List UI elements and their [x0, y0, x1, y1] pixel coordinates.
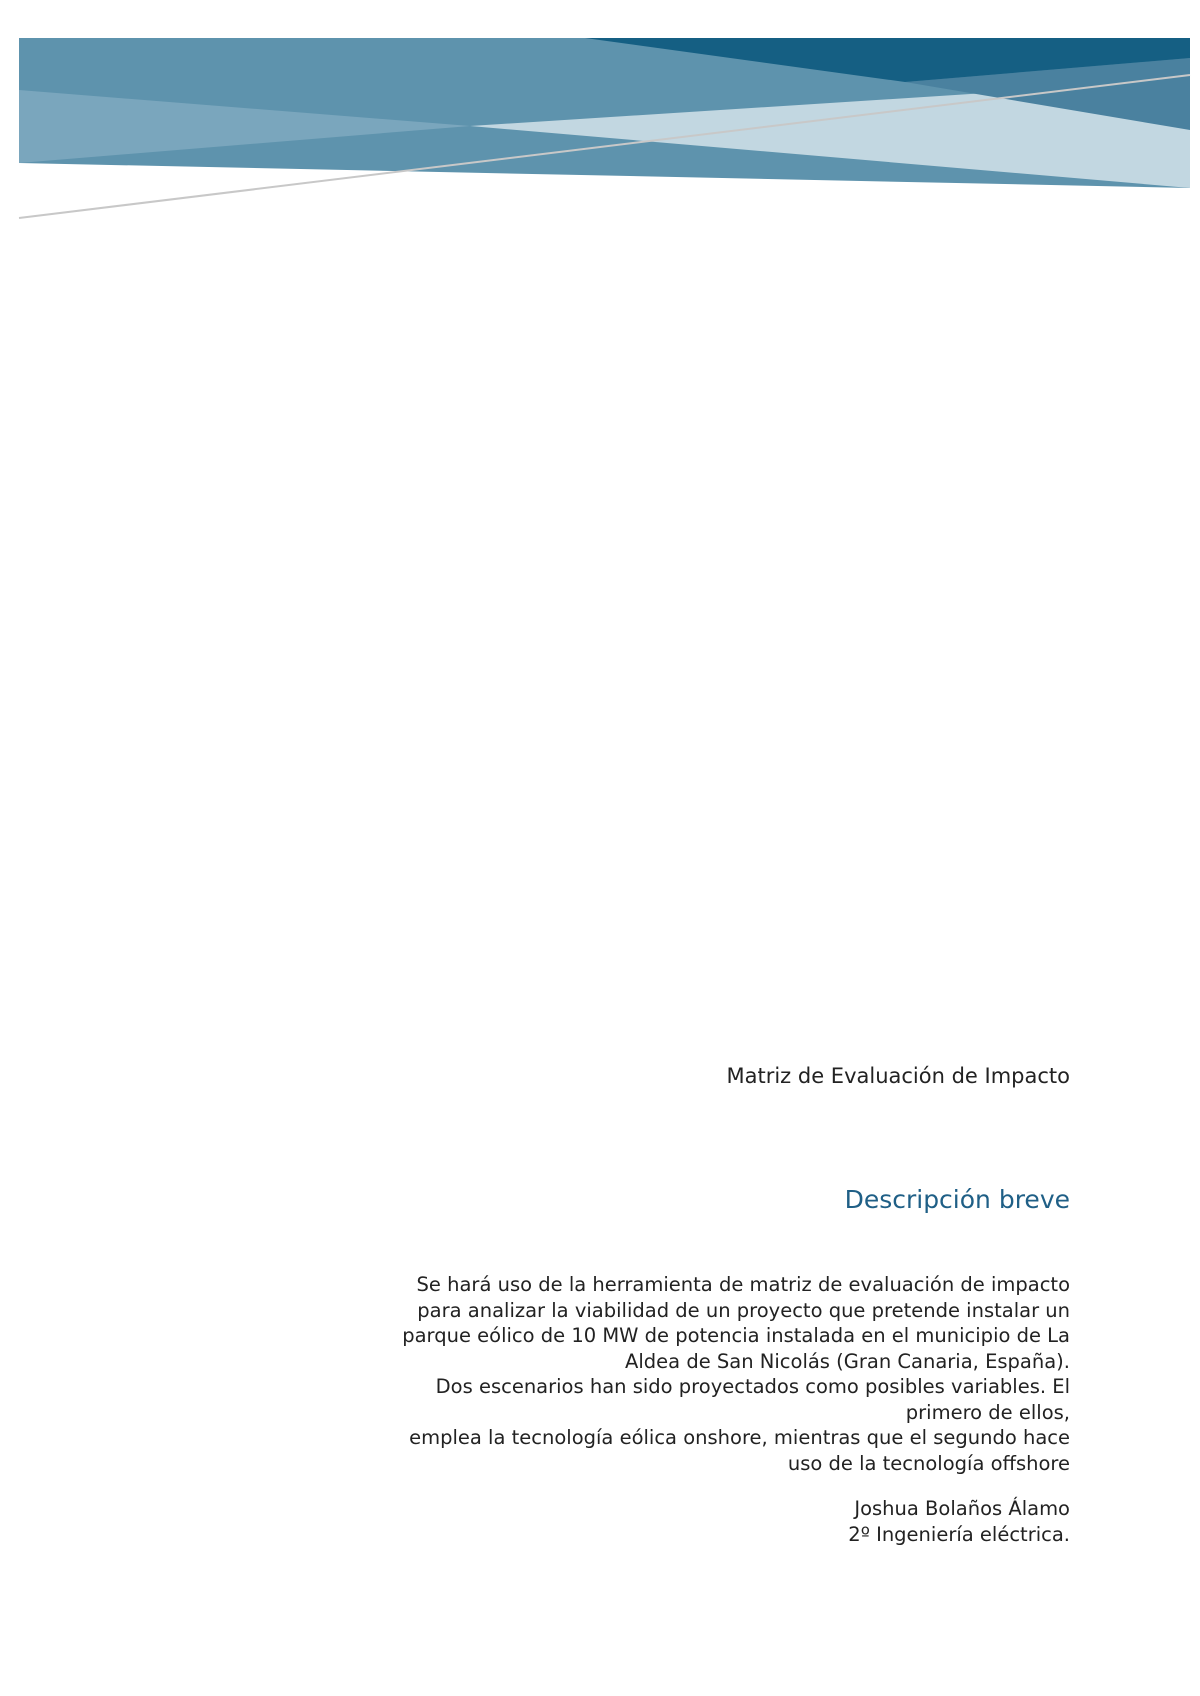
document-title: Matriz de Evaluación de Impacto — [726, 1064, 1070, 1088]
abstract-body — [290, 1272, 1070, 1476]
abstract-line: Dos escenarios han sido proyectados como posibles variables. El — [435, 1375, 1070, 1398]
abstract-line: primero de ellos, — [905, 1400, 1070, 1424]
abstract-line: uso de la tecnología offshore — [787, 1451, 1070, 1475]
abstract-line: Aldea de San Nicolás (Gran Canaria, España). — [625, 1349, 1070, 1373]
course-name: 2º Ingeniería eléctrica. — [848, 1522, 1070, 1546]
abstract-heading: Descripción breve — [844, 1185, 1070, 1214]
abstract-line: para analizar la viabilidad de un proyecto que pretende instalar un — [417, 1298, 1070, 1322]
header-banner-graphic — [0, 0, 1200, 240]
abstract-line: parque eólico de 10 MW de potencia instalada en el municipio de La — [402, 1324, 1070, 1347]
abstract-line: emplea la tecnología eólica onshore, mientras que el segundo hace — [409, 1426, 1070, 1449]
author-block — [250, 1496, 1070, 1547]
abstract-line: Se hará uso de la herramienta de matriz de evaluación de impacto — [416, 1273, 1070, 1296]
author-name: Joshua Bolaños Álamo — [854, 1497, 1070, 1520]
